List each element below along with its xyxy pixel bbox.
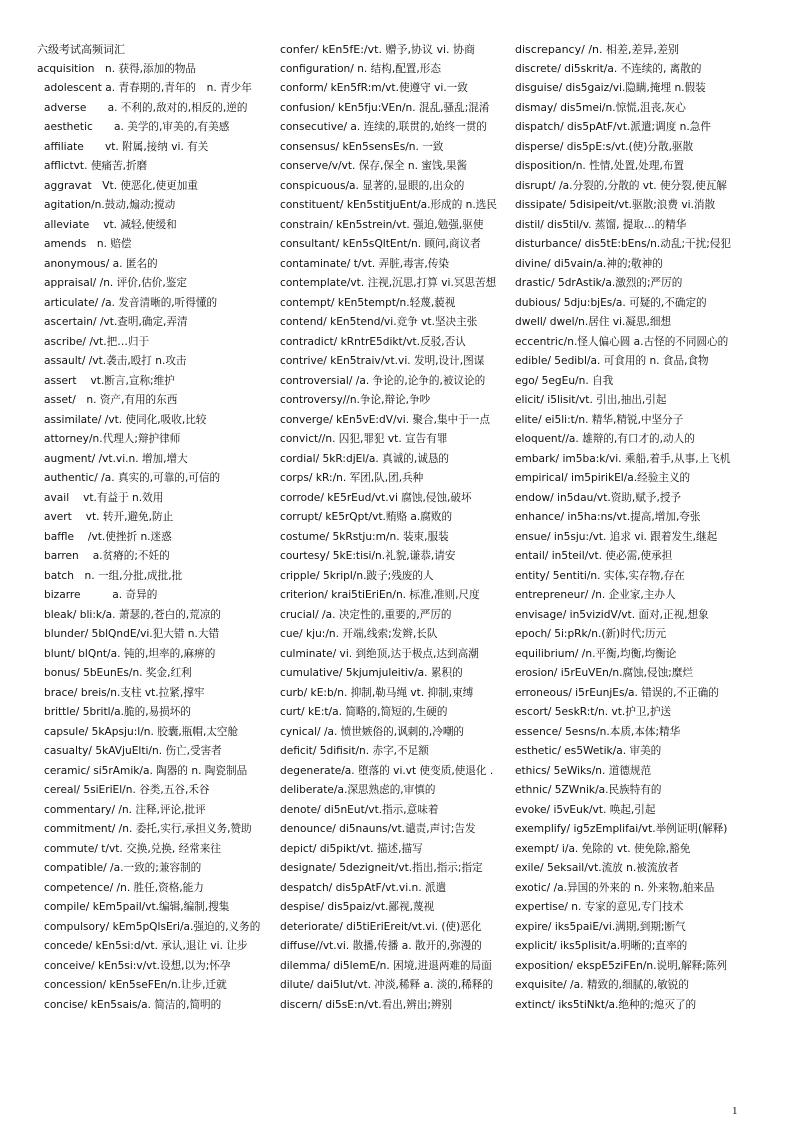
vocabulary-entry: acquisition n. 获得,添加的物品 [37,62,197,75]
vocabulary-entry: distil/ dis5til/v. 蒸馏, 提取…的精华 [515,218,687,231]
vocabulary-entry: corrupt/ kE5rQpt/vt.贿赂 a.腐败的 [280,511,453,523]
vocabulary-entry: dispatch/ dis5pAtF/vt.派遣;调度 n.急件 [515,121,711,133]
vocabulary-entry: contrive/ kEn5traiv/vt.vi. 发明,设计,图谋 [280,355,485,367]
vocabulary-entry: agitation/n.鼓动,煽动;搅动 [44,199,176,211]
vocabulary-entry: concise/ kEn5sais/a. 简洁的,简明的 [44,998,222,1011]
vocabulary-entry: edible/ 5edibl/a. 可食用的 n. 食品,食物 [515,355,709,367]
vocabulary-entry: adverse a. 不利的,敌对的,相反的,逆的 [44,101,248,114]
vocabulary-column-3 [515,40,760,1015]
vocabulary-entry: baffle /vt.使挫折 n.迷惑 [44,530,172,543]
vocabulary-entry: converge/ kEn5vE:dV/vi. 聚合,集中于一点 [280,413,490,426]
vocabulary-column-1 [37,40,270,1015]
vocabulary-entry: despise/ dis5paiz/vt.鄙视,蔑视 [280,901,435,913]
vocabulary-entry: curt/ kE:t/a. 简略的,简短的,生硬的 [280,706,448,718]
vocabulary-entry: denounce/ di5nauns/vt.谴责,声讨;告发 [280,823,476,835]
vocabulary-entry: barren a.贫瘠的;不妊的 [44,550,170,562]
column-heading: confer/ kEn5fE:/vt. 赠予,协议 vi. 协商 [280,43,476,56]
vocabulary-entry: designate/ 5dezigneit/vt.指出,指示;指定 [280,862,483,874]
vocabulary-entry: avert vt. 转开,避免,防止 [44,511,174,523]
vocabulary-entry: elite/ ei5li:t/n. 精华,精锐,中坚分子 [515,413,684,426]
vocabulary-entry: deficit/ 5difisit/n. 赤字,不足额 [280,745,429,757]
vocabulary-entry: competence/ /n. 胜任,资格,能力 [44,881,204,894]
vocabulary-entry: attorney/n.代理人;辩护律师 [44,433,181,445]
vocabulary-entry: conspicuous/a. 显著的,显眼的,出众的 [280,179,465,192]
vocabulary-entry: contaminate/ t/vt. 弄脏,毒害,传染 [280,257,449,270]
vocabulary-entry: divine/ di5vain/a.神的;敬神的 [515,257,663,270]
vocabulary-entry: controversy//n.争论,辩论,争吵 [280,394,431,406]
page-number: 1 [732,1105,738,1117]
vocabulary-entry: compulsory/ kEm5pQlsEri/a.强迫的,义务的 [44,920,261,933]
vocabulary-entry: brace/ breis/n.支柱 vt.拉紧,撑牢 [44,686,205,699]
vocabulary-entry: dilute/ dai5lut/vt. 冲淡,稀释 a. 淡的,稀释的 [280,979,494,991]
vocabulary-entry: exile/ 5eksail/vt.流放 n.被流放者 [515,862,679,874]
vocabulary-entry: ego/ 5egEu/n. 自我 [515,374,614,387]
vocabulary-entry: compatible/ /a.一致的;兼容制的 [44,862,202,874]
vocabulary-entry: asset/ n. 资产,有用的东西 [44,394,178,406]
vocabulary-entry: exemplify/ ig5zEmplifai/vt.举例证明(解释) [515,823,728,835]
vocabulary-entry: bizarre a. 奇异的 [44,589,158,601]
vocabulary-entry: constituent/ kEn5stitjuEnt/a.形成的 n.选民 [280,199,497,211]
vocabulary-column-2 [280,40,510,1015]
vocabulary-entry: bonus/ 5bEunEs/n. 奖金,红利 [44,667,192,679]
vocabulary-entry: ethnic/ 5ZWnik/a.民族特有的 [515,784,662,796]
vocabulary-entry: appraisal/ /n. 评价,估价,鉴定 [44,277,187,289]
vocabulary-entry: essence/ 5esns/n.本质,本体;精华 [515,725,681,738]
vocabulary-entry: disposition/n. 性情,处置,处理,布置 [515,160,685,172]
vocabulary-entry: confusion/ kEn5fju:VEn/n. 混乱,骚乱;混淆 [280,101,490,114]
vocabulary-entry: commitment/ /n. 委托,实行,承担义务,赞助 [44,823,252,835]
vocabulary-entry: ensue/ in5sju:/vt. 追求 vi. 跟着发生,继起 [515,530,718,543]
vocabulary-entry: costume/ 5kRstju:m/n. 装束,服装 [280,530,449,543]
vocabulary-entry: disturbance/ dis5tE:bEns/n.动乱;干扰;侵犯 [515,238,731,250]
vocabulary-entry: conserve/v/vt. 保存,保全 n. 蜜饯,果酱 [280,160,468,172]
vocabulary-entry: exposition/ ekspE5ziFEn/n.说明,解释;陈列 [515,959,727,972]
vocabulary-entry: erroneous/ i5rEunjEs/a. 错误的,不正确的 [515,686,719,699]
vocabulary-entry: depict/ di5pikt/vt. 描述,描写 [280,842,423,855]
vocabulary-entry: ethics/ 5eWiks/n. 道德规范 [515,764,652,777]
vocabulary-entry: entail/ in5teil/vt. 使必需,使承担 [515,550,673,562]
vocabulary-entry: anonymous/ a. 匿名的 [44,257,158,270]
vocabulary-entry: dilemma/ di5lemE/n. 困境,进退两难的局面 [280,959,492,972]
vocabulary-entry: equilibrium/ /n.平衡,均衡,均衡论 [515,647,677,660]
vocabulary-entry: casualty/ 5kAVjuElti/n. 伤亡,受害者 [44,745,222,757]
vocabulary-entry: empirical/ im5pirikEl/a.经验主义的 [515,472,691,484]
vocabulary-entry: exotic/ /a.异国的外来的 n. 外来物,舶来品 [515,881,715,894]
vocabulary-entry: alleviate vt. 减轻,使缓和 [44,218,177,231]
vocabulary-entry: batch n. 一组,分批,成批,批 [44,569,183,582]
vocabulary-entry: disperse/ dis5pE:s/vt.(使)分散,驱散 [515,140,694,153]
vocabulary-entry: brittle/ 5britl/a.脆的,易损坏的 [44,706,191,718]
vocabulary-entry: epoch/ 5i:pRk/n.(新)时代;历元 [515,628,667,640]
vocabulary-entry: elicit/ i5lisit/vt. 引出,抽出,引起 [515,394,667,406]
vocabulary-entry: corps/ kR:/n. 军团,队,团,兵种 [280,472,424,484]
vocabulary-entry: amends n. 赔偿 [44,238,132,250]
vocabulary-entry: dwell/ dwel/n.居住 vi.凝思,细想 [515,316,672,328]
vocabulary-entry: cumulative/ 5kjumjuleitiv/a. 累积的 [280,667,463,679]
vocabulary-entry: exempt/ i/a. 免除的 vt. 使免除,豁免 [515,842,691,855]
vocabulary-entry: adolescent a. 青春期的,青年的 n. 青少年 [44,82,252,94]
vocabulary-entry: controversial/ /a. 争论的,论争的,被议论的 [280,374,486,387]
vocabulary-entry: crucial/ /a. 决定性的,重要的,严厉的 [280,608,452,621]
vocabulary-entry: embark/ im5ba:k/vi. 乘船,着手,从事,上飞机 [515,452,731,465]
vocabulary-entry: contend/ kEn5tend/vi.竞争 vt.坚决主张 [280,316,478,328]
vocabulary-entry: convict//n. 囚犯,罪犯 vt. 宣告有罪 [280,433,448,445]
vocabulary-entry: endow/ in5dau/vt.资助,赋予,授予 [515,491,682,504]
vocabulary-entry: degenerate/a. 堕落的 vi.vt 使变质,使退化 . [280,764,494,777]
vocabulary-entry: expertise/ n. 专家的意见,专门技术 [515,901,684,913]
vocabulary-entry: criterion/ krai5tiEriEn/n. 标准,准则,尺度 [280,589,480,601]
vocabulary-entry: contradict/ kRntrE5dikt/vt.反驳,否认 [280,335,466,348]
vocabulary-entry: ascertain/ /vt.查明,确定,弄清 [44,316,188,328]
vocabulary-entry: concession/ kEn5seFEn/n.让步,迁就 [44,979,227,991]
vocabulary-entry: ceramic/ si5rAmik/a. 陶器的 n. 陶瓷制品 [44,764,248,777]
column-heading: discrepancy/ /n. 相差,差异,差别 [515,43,679,56]
vocabulary-entry: dissipate/ 5disipeit/vt.驱散;浪费 vi.消散 [515,199,716,211]
vocabulary-entry: consecutive/ a. 连续的,联贯的,始终一贯的 [280,121,487,133]
vocabulary-entry: disguise/ dis5gaiz/vi.隐瞒,掩埋 n.假装 [515,82,706,94]
vocabulary-entry: exquisite/ /a. 精致的,细腻的,敏锐的 [515,979,689,991]
vocabulary-entry: deliberate/a.深思熟虑的,审慎的 [280,784,436,796]
vocabulary-entry: bleak/ bli:k/a. 萧瑟的,苍白的,荒凉的 [44,608,221,621]
vocabulary-entry: curb/ kE:b/n. 抑制,勒马绳 vt. 抑制,束缚 [280,686,474,699]
vocabulary-entry: assert vt.断言,宣称;维护 [44,374,175,387]
vocabulary-entry: assimilate/ /vt. 使同化,吸收,比较 [44,413,207,426]
vocabulary-entry: culminate/ vi. 到绝顶,达于极点,达到高潮 [280,647,479,660]
vocabulary-entry: augment/ /vt.vi.n. 增加,增大 [44,452,188,465]
vocabulary-entry: contemplate/vt. 注视,沉思,打算 vi.冥思苦想 [280,277,497,289]
vocabulary-entry: avail vt.有益于 n.效用 [44,491,164,504]
vocabulary-entry: diffuse//vt.vi. 散播,传播 a. 散开的,弥漫的 [280,940,482,952]
vocabulary-entry: disrupt/ /a.分裂的,分散的 vt. 使分裂,使瓦解 [515,179,727,192]
vocabulary-entry: aesthetic a. 美学的,审美的,有美感 [44,121,230,133]
vocabulary-entry: cordial/ 5kR:djEl/a. 真诚的,诚恳的 [280,452,450,465]
vocabulary-entry: extinct/ iks5tiNkt/a.绝种的;熄灭了的 [515,998,697,1011]
vocabulary-entry: courtesy/ 5kE:tisi/n.礼貌,谦恭,请安 [280,550,456,562]
vocabulary-entry: blunt/ blQnt/a. 钝的,坦率的,麻痹的 [44,647,216,660]
vocabulary-entry: commentary/ /n. 注释,评论,批评 [44,803,206,816]
vocabulary-entry: deteriorate/ di5tiEriEreit/vt.vi. (使)恶化 [280,920,482,933]
vocabulary-entry: dismay/ dis5mei/n.惊慌,沮丧,灰心 [515,101,686,114]
vocabulary-entry: discrete/ di5skrit/a. 不连续的, 离散的 [515,62,702,75]
vocabulary-entry: articulate/ /a. 发音清晰的,听得懂的 [44,296,218,309]
vocabulary-entry: commute/ t/vt. 交换,兑换, 经常来往 [44,842,221,855]
vocabulary-entry: capsule/ 5kApsju:l/n. 胶囊,瓶帽,太空舱 [44,725,239,738]
vocabulary-entry: escort/ 5eskR:t/n. vt.护卫,护送 [515,706,672,718]
vocabulary-entry: expire/ iks5paiE/vi.满期,到期;断气 [515,920,686,933]
vocabulary-entry: aggravat Vt. 使恶化,使更加重 [44,179,198,192]
vocabulary-entry: conceive/ kEn5si:v/vt.设想,以为;怀孕 [44,959,231,972]
vocabulary-entry: corrode/ kE5rEud/vt.vi 腐蚀,侵蚀,破坏 [280,491,472,504]
vocabulary-entry: concede/ kEn5si:d/vt. 承认,退让 vi. 让步 [44,940,248,952]
vocabulary-entry: denote/ di5nEut/vt.指示,意味着 [280,803,439,816]
vocabulary-entry: cynical/ /a. 愤世嫉俗的,讽刺的,冷嘲的 [280,725,465,738]
vocabulary-entry: envisage/ in5vizidV/vt. 面对,正视,想象 [515,608,709,621]
vocabulary-entry: consultant/ kEn5sQltEnt/n. 顾问,商议者 [280,238,481,250]
vocabulary-entry: eloquent//a. 雄辩的,有口才的,动人的 [515,433,695,445]
vocabulary-entry: erosion/ i5rEuVEn/n.腐蚀,侵蚀;糜烂 [515,667,693,679]
vocabulary-entry: cue/ kju:/n. 开端,线索;发辫,长队 [280,628,438,640]
vocabulary-entry: affiliate vt. 附属,接纳 vi. 有关 [44,140,209,153]
vocabulary-entry: cripple/ 5kripl/n.跛子;残废的人 [280,569,434,582]
vocabulary-entry: blunder/ 5blQndE/vi.犯大错 n.大错 [44,628,220,640]
column-heading: 六级考试高频词汇 [37,43,125,56]
vocabulary-entry: entrepreneur/ /n. 企业家,主办人 [515,589,676,601]
vocabulary-entry: contempt/ kEn5tempt/n.轻蔑,藐视 [280,296,456,309]
vocabulary-entry: dubious/ 5dju:bjEs/a. 可疑的,不确定的 [515,296,707,309]
vocabulary-entry: ascribe/ /vt.把…归于 [44,335,150,348]
vocabulary-entry: assault/ /vt.袭击,殴打 n.攻击 [44,355,187,367]
vocabulary-entry: drastic/ 5drAstik/a.激烈的;严厉的 [515,277,683,289]
vocabulary-entry: despatch/ dis5pAtF/vt.vi.n. 派遣 [280,881,447,894]
vocabulary-entry: authentic/ /a. 真实的,可靠的,可信的 [44,472,221,484]
vocabulary-entry: explicit/ iks5plisit/a.明晰的;直率的 [515,940,688,952]
vocabulary-entry: evoke/ i5vEuk/vt. 唤起,引起 [515,803,656,816]
vocabulary-entry: cereal/ 5siEriEl/n. 谷类,五谷,禾谷 [44,784,210,796]
vocabulary-entry: constrain/ kEn5strein/vt. 强迫,勉强,驱使 [280,218,484,231]
vocabulary-entry: eccentric/n.怪人偏心圆 a.古怪的不同圆心的 [515,335,729,348]
vocabulary-entry: consensus/ kEn5sensEs/n. 一致 [280,140,444,153]
vocabulary-entry: discern/ di5sE:n/vt.看出,辨出;辨别 [280,998,453,1011]
vocabulary-entry: esthetic/ es5Wetik/a. 审美的 [515,745,662,757]
vocabulary-entry: enhance/ in5ha:ns/vt.提高,增加,夸张 [515,511,701,523]
vocabulary-entry: compile/ kEm5pail/vt.编辑,编制,搜集 [44,901,230,913]
vocabulary-entry: conform/ kEn5fR:m/vt.使遵守 vi.一致 [280,82,468,94]
vocabulary-entry: configuration/ n. 结构,配置,形态 [280,62,441,75]
vocabulary-entry: entity/ 5entiti/n. 实体,实存物,存在 [515,569,685,582]
vocabulary-entry: afflictvt. 使痛苦,折磨 [44,160,148,172]
